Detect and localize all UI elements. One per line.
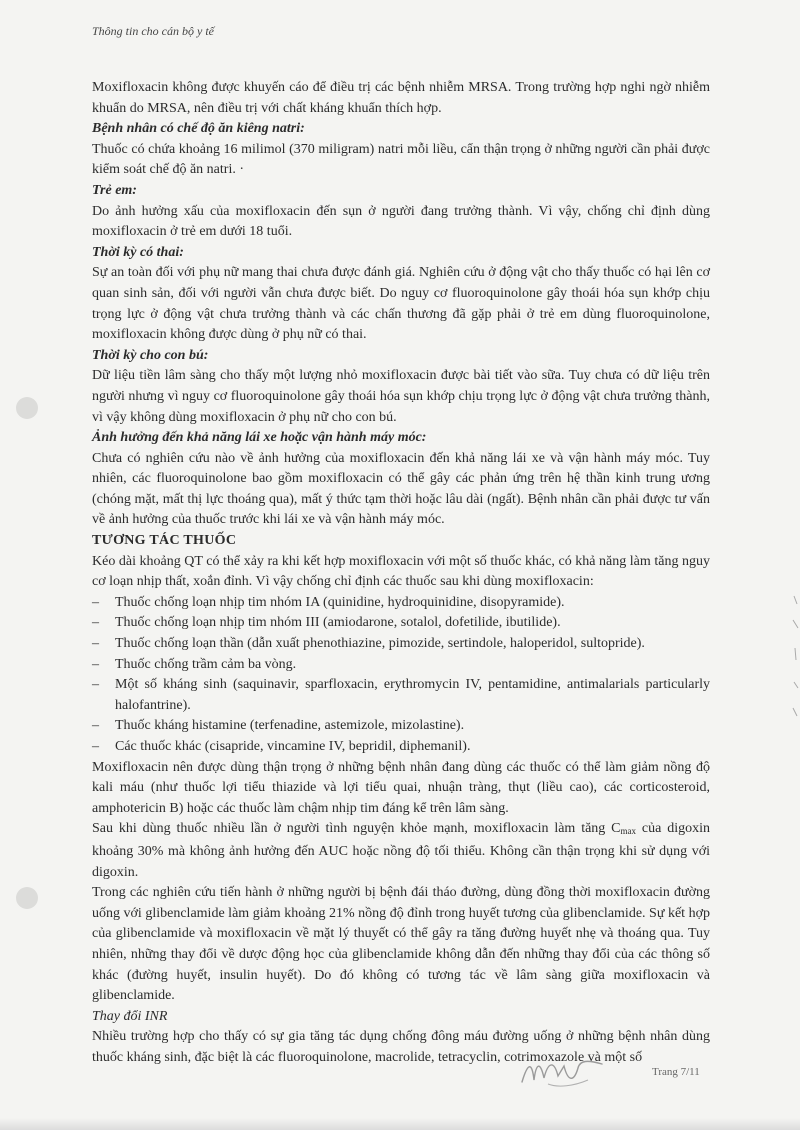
- list-item: – Các thuốc khác (cisapride, vincamine IV, bepridil, diphemanil).: [92, 737, 710, 758]
- glibenclamide-paragraph: Trong các nghiên cứu tiến hành ở những người bị bệnh đái tháo đường, dùng đồng thời moxifloxacin đường uống với glibenclamide làm giảm khoảng 21% nồng độ đỉnh trong huyết tương của glibenclamide. Sự kết hợp của glibenclamide và moxifloxacin về mặt lý thuyết có thể gây ra tăng đường huyết nhẹ và thoáng qua. Tuy nhiên, những thay đổi về dược động học của glibenclamide không dẫn đến những thay đổi của các thông số khác (đường huyết, insulin huyết). Do đó không có tương tác về lâm sàng giữa moxifloxacin và glibenclamide.: [92, 885, 710, 1004]
- punch-hole: [16, 397, 38, 419]
- page-number: Trang 7/11: [652, 1066, 700, 1078]
- inr-heading: Thay đổi INR: [92, 1008, 168, 1024]
- list-item: – Thuốc kháng histamine (terfenadine, astemizole, mizolastine).: [92, 716, 710, 737]
- punch-hole: [16, 887, 38, 909]
- inr-paragraph: Nhiều trường hợp cho thấy có sự gia tăng tác dụng chống đông máu đường uống ở những bệnh nhân dùng thuốc kháng sinh, đặc biệt là các fluoroquinolone, macrolide, tetracyclin, cotrimoxazole và một số: [92, 1029, 710, 1065]
- list-item: – Thuốc chống loạn thần (dẫn xuất phenothiazine, pimozide, sertindole, haloperidol, sultopride).: [92, 634, 710, 655]
- children-paragraph: Do ảnh hưởng xấu của moxifloxacin đến sụn ở người đang trưởng thành. Vì vậy, chống chỉ định dùng moxifloxacin ở trẻ em dưới 18 tuổi.: [92, 203, 710, 240]
- interactions-intro: Kéo dài khoảng QT có thể xảy ra khi kết hợp moxifloxacin với một số thuốc khác, có khả năng làm tăng nguy cơ loạn nhịp thất, xoắn đỉnh. Vì vậy chống chỉ định các thuốc sau khi dùng moxifloxacin:: [92, 553, 710, 590]
- pregnancy-paragraph: Sự an toàn đối với phụ nữ mang thai chưa được đánh giá. Nghiên cứu ở động vật cho thấy thuốc có hại lên cơ quan sinh sản, đối với người vẫn chưa được biết. Do nguy cơ fluoroquinolone gây thoái hóa sụn khớp chịu trọng lực ở động vật chưa trưởng thành và các chấn thương đã gặp phải ở trẻ em dùng fluoroquinolone, moxifloxacin không được dùng ở phụ nữ có thai.: [92, 265, 710, 343]
- children-heading: Trẻ em:: [92, 182, 137, 198]
- sodium-paragraph: Thuốc có chứa khoảng 16 milimol (370 miligram) natri mỗi liều, cẩn thận trọng ở những người cần phải được kiểm soát chế độ ăn natri. ·: [92, 141, 710, 178]
- list-item: – Thuốc chống loạn nhịp tim nhóm IA (quinidine, hydroquinidine, disopyramide).: [92, 593, 710, 614]
- scan-shadow: [0, 1118, 800, 1130]
- pregnancy-heading: Thời kỳ có thai:: [92, 244, 184, 260]
- page-header: Thông tin cho cán bộ y tế: [92, 24, 214, 38]
- list-item: – Một số kháng sinh (saquinavir, sparfloxacin, erythromycin IV, pentamidine, antimalarials particularly halofantrine).: [92, 675, 710, 716]
- cmax-subscript: max: [620, 826, 637, 837]
- document-body: [92, 78, 710, 1069]
- scan-edge-marks: [790, 590, 800, 730]
- sodium-heading: Bệnh nhân có chế độ ăn kiêng natri:: [92, 121, 305, 137]
- digoxin-text-end: của digoxin khoảng 30% mà không ảnh hưởng đến AUC hoặc nồng độ tối thiểu. Không cần thận trọng khi sử dụng với digoxin.: [92, 821, 710, 880]
- driving-heading: Ảnh hưởng đến khả năng lái xe hoặc vận hành máy móc:: [92, 430, 427, 446]
- digoxin-text-start: Sau khi dùng thuốc nhiều lần ở người tình nguyện khỏe mạnh, moxifloxacin làm tăng C: [92, 821, 621, 837]
- list-item: – Thuốc chống trầm cảm ba vòng.: [92, 655, 710, 676]
- handwritten-signature: [518, 1052, 608, 1092]
- breastfeeding-paragraph: Dữ liệu tiền lâm sàng cho thấy một lượng nhỏ moxifloxacin được bài tiết vào sữa. Tuy chưa có dữ liệu trên người nhưng vì nguy cơ fluoroquinolone gây thoái hóa sụn khớp chịu trọng lực ở động vật chưa trưởng thành, vì vậy không dùng moxifloxacin ở phụ nữ cho con bú.: [92, 368, 710, 425]
- mrsa-paragraph: Moxifloxacin không được khuyến cáo để điều trị các bệnh nhiễm MRSA. Trong trường hợp nghi ngờ nhiễm khuẩn do MRSA, nên điều trị với chất kháng khuẩn thích hợp.: [92, 80, 710, 116]
- contraindicated-drug-list: [92, 593, 710, 758]
- list-item: – Thuốc chống loạn nhịp tim nhóm III (amiodarone, sotalol, dofetilide, ibutilide).: [92, 613, 710, 634]
- digoxin-paragraph: [92, 819, 710, 883]
- breastfeeding-heading: Thời kỳ cho con bú:: [92, 347, 209, 363]
- interactions-heading: TƯƠNG TÁC THUỐC: [92, 533, 237, 549]
- potassium-paragraph: Moxifloxacin nên được dùng thận trọng ở những bệnh nhân đang dùng các thuốc có thể làm giảm nồng độ kali máu (như thuốc lợi tiểu thiazide và lợi tiểu quai, nhuận tràng, thụt (liều cao), các corticosteroid, amphotericin B) hoặc các thuốc làm chậm nhịp tim đáng kể trên lâm sàng.: [92, 759, 710, 816]
- driving-paragraph: Chưa có nghiên cứu nào về ảnh hưởng của moxifloxacin đến khả năng lái xe và vận hành máy móc. Tuy nhiên, các fluoroquinolone bao gồm moxifloxacin có thể gây các phản ứng trên hệ thần kinh trung ương (chóng mặt, mất thị lực thoáng qua), mất ý thức tạm thời hoặc lâu dài (ngất). Bệnh nhân cần phải được tư vấn về ảnh hưởng của thuốc trước khi lái xe và vận hành máy móc.: [92, 450, 710, 528]
